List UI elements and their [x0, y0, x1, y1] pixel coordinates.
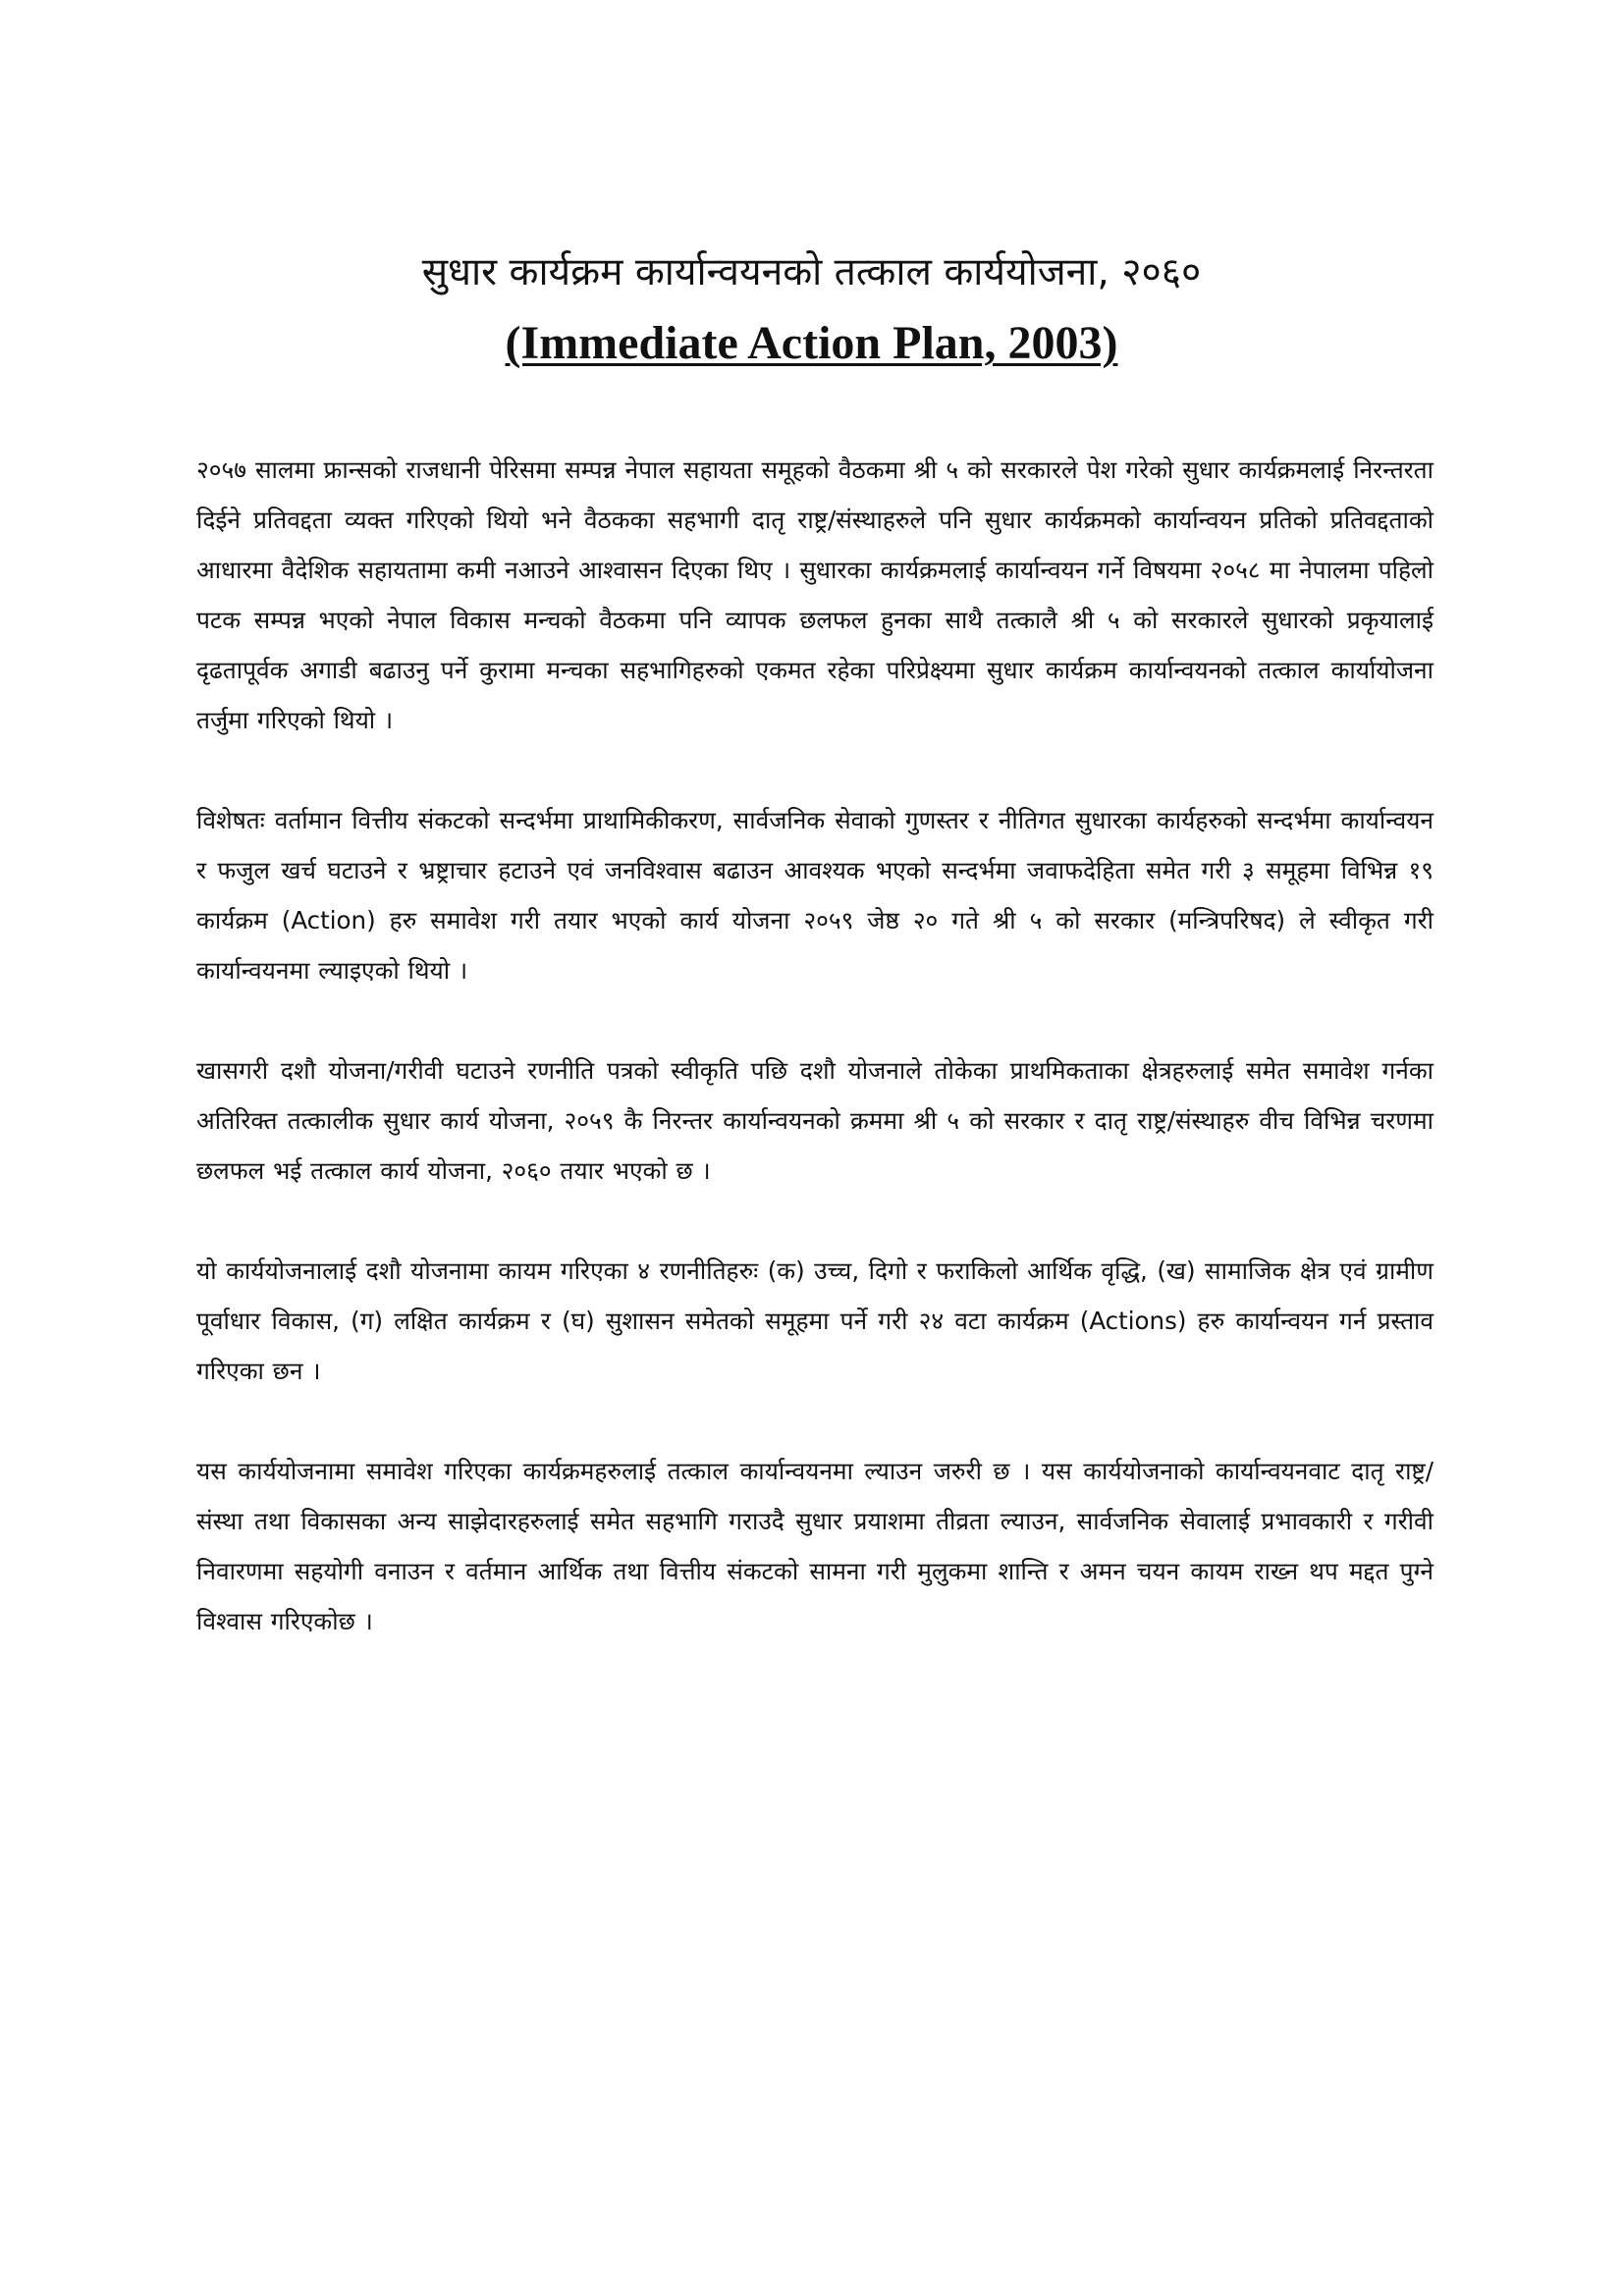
- document-body: [196, 445, 1434, 1646]
- paragraph-5: यस कार्ययोजनामा समावेश गरिएका कार्यक्रमहरुलाई तत्काल कार्यान्वयनमा ल्याउन जरुरी छ । यस कार्ययोजनाको कार्यान्वयनवाट दातृ राष्ट्र/संस्था तथा विकासका अन्य साझेदारहरुलाई समेत सहभागि गराउदै सुधार प्रयाशमा तीव्रता ल्याउन, सार्वजनिक सेवालाई प्रभावकारी र गरीवी निवारणमा सहयोगी वनाउन र वर्तमान आर्थिक तथा वित्तीय संकटको सामना गरी मुलुकमा शान्ति र अमन चयन कायम राख्न थप मद्दत पुग्ने विश्वास गरिएकोछ ।: [196, 1457, 1434, 1635]
- title-block: [0, 243, 1623, 375]
- paragraph-2: विशेषतः वर्तामान वित्तीय संकटको सन्दर्भमा प्राथामिकीकरण, सार्वजनिक सेवाको गुणस्तर र नीतिगत सुधारका कार्यहरुको सन्दर्भमा कार्यान्वयन र फजुल खर्च घटाउने र भ्रष्ट्राचार हटाउने एवं जनविश्वास बढाउन आवश्यक भएको सन्दर्भमा जवाफदेहिता समेत गरी ३ समूहमा विभिन्न १९ कार्यक्रम (Action) हरु समावेश गरी तयार भएको कार्य योजना २०५९ जेष्ठ २० गते श्री ५ को सरकार (मन्त्रिपरिषद) ले स्वीकृत गरी कार्यान्वयनमा ल्याइएको थियो ।: [196, 806, 1434, 985]
- page-title-nepali: सुधार कार्यक्रम कार्यान्वयनको तत्काल कार्ययोजना, २०६०: [421, 250, 1202, 294]
- paragraph-3: खासगरी दशौ योजना/गरीवी घटाउने रणनीति पत्रको स्वीकृति पछि दशौ योजनाले तोकेका प्राथमिकताका क्षेत्रहरुलाई समेत समावेश गर्नका अतिरिक्त तत्कालीक सुधार कार्य योजना, २०५९ कै निरन्तर कार्यान्वयनको क्रममा श्री ५ को सरकार र दातृ राष्ट्र/संस्थाहरु वीच विभिन्न चरणमा छलफल भई तत्काल कार्य योजना, २०६० तयार भएको छ ।: [196, 1056, 1434, 1185]
- page-title-english: (Immediate Action Plan, 2003): [505, 317, 1118, 369]
- paragraph-4: यो कार्ययोजनालाई दशौ योजनामा कायम गरिएका ४ रणनीतिहरुः (क) उच्च, दिगो र फराकिलो आर्थिक वृद्धि, (ख) सामाजिक क्षेत्र एवं ग्रामीण पूर्वाधार विकास, (ग) लक्षित कार्यक्रम र (घ) सुशासन समेतको समूहमा पर्ने गरी २४ वटा कार्यक्रम (Actions) हरु कार्यान्वयन गर्न प्रस्ताव गरिएका छन ।: [196, 1256, 1434, 1385]
- paragraph-1: २०५७ सालमा फ्रान्सको राजधानी पेरिसमा सम्पन्न नेपाल सहायता समूहको वैठकमा श्री ५ को सरकारले पेश गरेको सुधार कार्यक्रमलाई निरन्तरता दिईने प्रतिवद्दता व्यक्त गरिएको थियो भने वैठकका सहभागी दातृ राष्ट्र/संस्थाहरुले पनि सुधार कार्यक्रमको कार्यान्वयन प्रतिको प्रतिवद्दताको आधारमा वैदेशिक सहायतामा कमी नआउने आश्वासन दिएका थिए । सुधारका कार्यक्रमलाई कार्यान्वयन गर्ने विषयमा २०५८ मा नेपालमा पहिलो पटक सम्पन्न भएको नेपाल विकास मन्चको वैठकमा पनि व्यापक छलफल हुनका साथै तत्कालै श्री ५ को सरकारले सुधारको प्रकृयालाई दृढतापूर्वक अगाडी बढाउनु पर्ने कुरामा मन्चका सहभागिहरुको एकमत रहेका परिप्रेक्ष्यमा सुधार कार्यक्रम कार्यान्वयनको तत्काल कार्यायोजना तर्जुमा गरिएको थियो ।: [196, 455, 1434, 734]
